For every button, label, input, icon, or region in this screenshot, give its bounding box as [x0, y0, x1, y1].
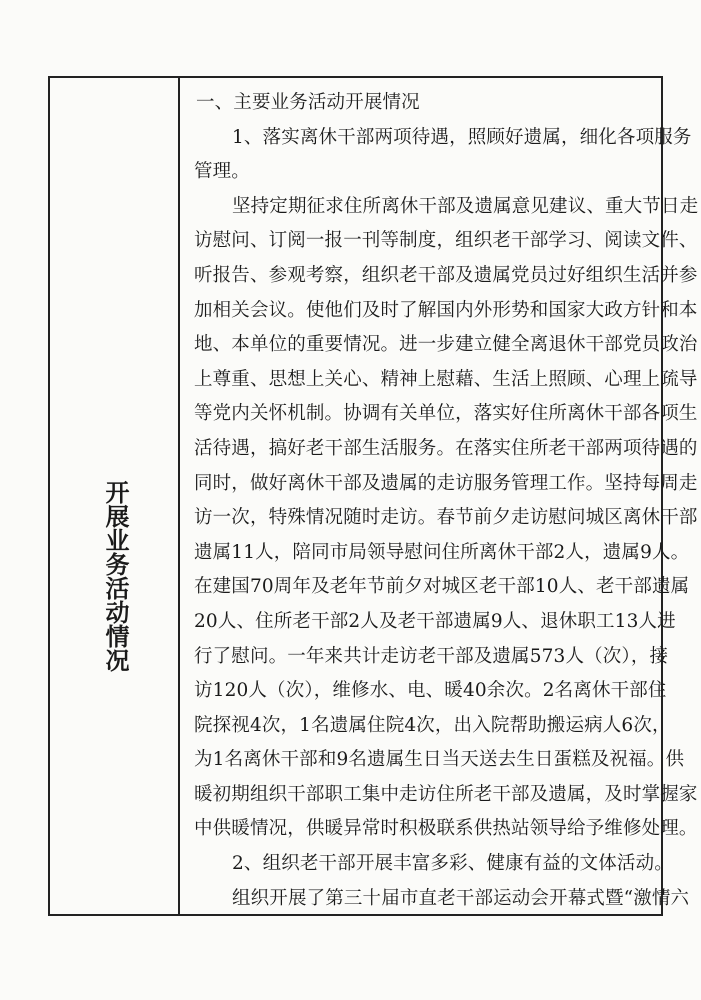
text-line: 在建国70周年及老年节前夕对城区老干部10人、老干部遗属 [194, 576, 690, 598]
text-line: 活待遇，搞好老干部生活服务。在落实住所老干部两项待遇的 [194, 437, 698, 459]
text-line: 听报告、参观考察，组织老干部及遗属党员过好组织生活并参 [194, 264, 698, 286]
subsection-heading: 2、组织老干部开展丰富多彩、健康有益的文体活动。 [232, 853, 673, 875]
text-line: 访慰问、订阅一报一刊等制度，组织老干部学习、阅读文件、 [194, 230, 698, 252]
subsection-heading: 1、落实离休干部两项待遇，照顾好遗属，细化各项服务 [232, 126, 692, 148]
text-line: 20人、住所老干部2人及老干部遗属9人、退休职工13人进 [194, 610, 676, 632]
text-line: 地、本单位的重要情况。进一步建立健全离退休干部党员政治 [194, 334, 698, 356]
text-line: 管理。 [194, 161, 250, 183]
row-label: 开展业务活动情况 [101, 480, 129, 672]
section-heading: 一、主要业务活动开展情况 [196, 92, 420, 113]
text-line: 上尊重、思想上关心、精神上慰藉、生活上照顾、心理上疏导 [194, 368, 698, 390]
text-line: 中供暖情况，供暖异常时积极联系供热站领导给予维修处理。 [194, 818, 698, 840]
text-line: 院探视4次，1名遗属住院4次，出入院帮助搬运病人6次， [194, 714, 671, 736]
text-line: 加相关会议。使他们及时了解国内外形势和国家大政方针和本 [194, 299, 698, 321]
text-line: 访一次，特殊情况随时走访。春节前夕走访慰问城区离休干部 [194, 507, 698, 529]
row-label-cell [50, 78, 180, 914]
text-line: 行了慰问。一年来共计走访老干部及遗属573人（次），接 [194, 645, 669, 667]
paragraph-start: 坚持定期征求住所离休干部及遗属意见建议、重大节日走 [232, 195, 699, 217]
text-line: 访120人（次），维修水、电、暖40余次。2名离休干部住 [194, 680, 667, 702]
content-cell [180, 78, 699, 914]
text-line: 暖初期组织干部职工集中走访住所老干部及遗属，及时掌握家 [194, 783, 698, 805]
text-line: 等党内关怀机制。协调有关单位，落实好住所离休干部各项生 [194, 403, 698, 425]
paragraph-start: 组织开展了第三十届市直老干部运动会开幕式暨“激情六 [232, 887, 690, 909]
text-line: 同时，做好离休干部及遗属的走访服务管理工作。坚持每周走 [194, 472, 698, 494]
form-table [48, 76, 699, 916]
text-line: 遗属11人，陪同市局领导慰问住所离休干部2人，遗属9人。 [194, 541, 690, 563]
text-line: 为1名离休干部和9名遗属生日当天送去生日蛋糕及祝福。供 [194, 749, 685, 771]
